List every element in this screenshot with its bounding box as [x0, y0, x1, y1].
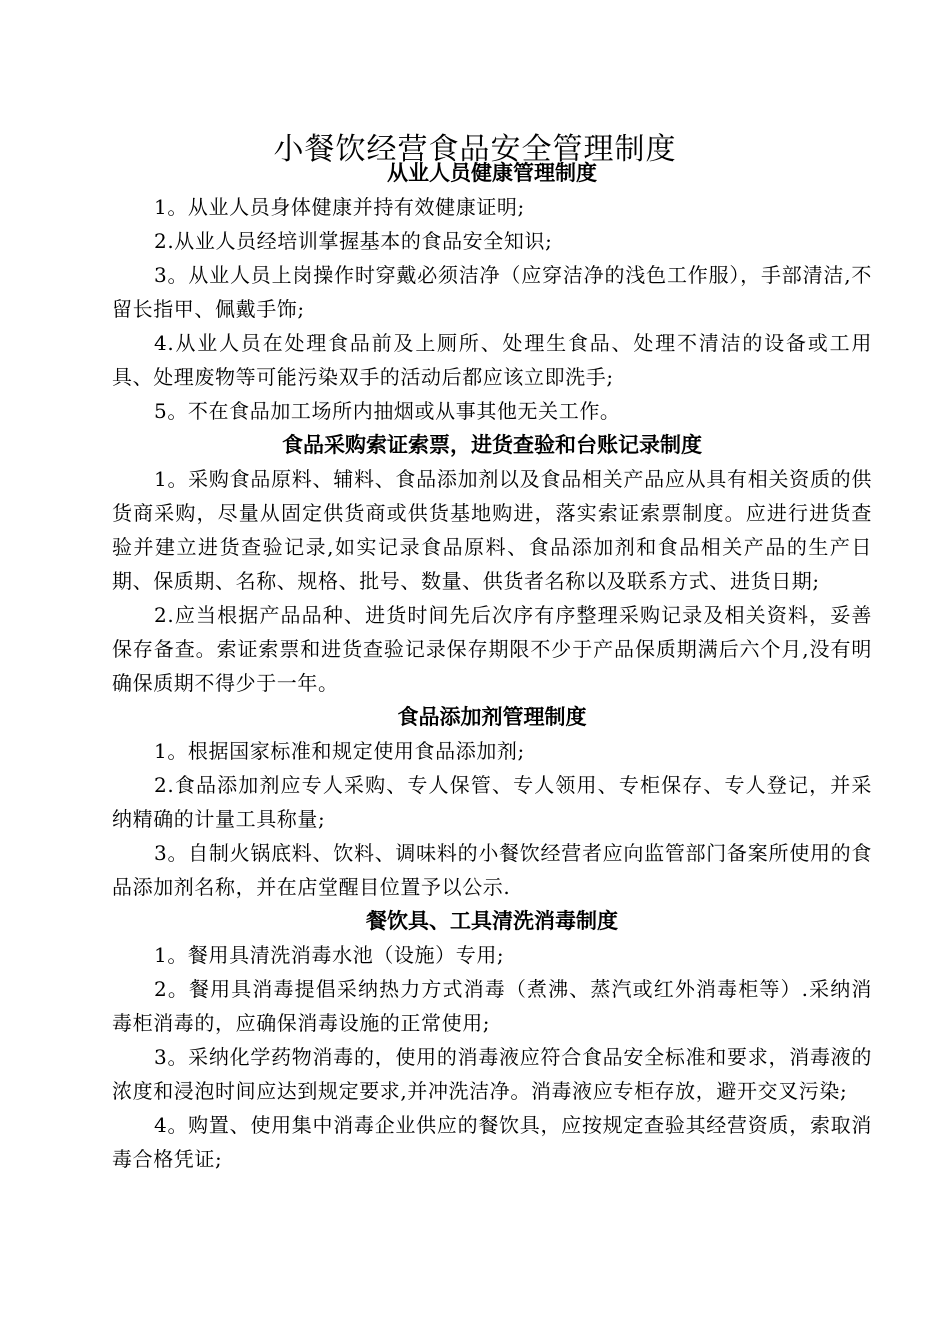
paragraph: 4。购置、使用集中消毒企业供应的餐饮具，应按规定查验其经营资质，索取消毒合格凭证;: [112, 1113, 872, 1171]
paragraph: 1。采购食品原料、辅料、食品添加剂以及食品相关产品应从具有相关资质的供货商采购，尽量从固定供货商或供货基地购进，落实索证索票制度。应进行进货查验并建立进货查验记录,如实记录食品原料、食品添加剂和食品相关产品的生产日期、保质期、名称、规格、批号、数量、供货者名称以及联系方式、进货日期;: [112, 467, 872, 593]
document-title: 小餐饮经营食品安全管理制度: [273, 132, 677, 168]
paragraph: 1。从业人员身体健康并持有效健康证明;: [154, 195, 525, 219]
paragraph: 2.食品添加剂应专人采购、专人保管、专人领用、专柜保存、专人登记，并采纳精确的计量工具称量;: [112, 773, 872, 831]
paragraph: 4.从业人员在处理食品前及上厕所、处理生食品、处理不清洁的设备或工用具、处理废物等可能污染双手的活动后都应该立即洗手;: [112, 331, 872, 389]
document-body: [112, 156, 872, 1176]
paragraph: 5。不在食品加工场所内抽烟或从事其他无关工作。: [154, 399, 621, 423]
section-heading-staff-health: 从业人员健康管理制度: [387, 161, 597, 185]
section-heading-procurement: 食品采购索证索票，进货查验和台账记录制度: [282, 433, 702, 457]
paragraph: 3。自制火锅底料、饮料、调味料的小餐饮经营者应向监管部门备案所使用的食品添加剂名称，并在店堂醒目位置予以公示.: [112, 841, 872, 899]
paragraph: 3。采纳化学药物消毒的，使用的消毒液应符合食品安全标准和要求，消毒液的浓度和浸泡时间应达到规定要求,并冲洗洁净。消毒液应专柜存放，避开交叉污染;: [112, 1045, 872, 1103]
paragraph: 1。餐用具清洗消毒水池（设施）专用;: [154, 943, 505, 967]
paragraph: 1。根据国家标准和规定使用食品添加剂;: [154, 739, 525, 763]
paragraph: 2.应当根据产品品种、进货时间先后次序有序整理采购记录及相关资料，妥善保存备查。索证索票和进货查验记录保存期限不少于产品保质期满后六个月,没有明确保质期不得少于一年。: [112, 603, 872, 695]
paragraph: 2.从业人员经培训掌握基本的食品安全知识;: [154, 229, 553, 253]
paragraph: 3。从业人员上岗操作时穿戴必须洁净（应穿洁净的浅色工作服），手部清洁,不留长指甲、佩戴手饰;: [112, 263, 872, 321]
paragraph: 2。餐用具消毒提倡采纳热力方式消毒（煮沸、蒸汽或红外消毒柜等）.采纳消毒柜消毒的，应确保消毒设施的正常使用;: [112, 977, 872, 1035]
section-heading-additives: 食品添加剂管理制度: [397, 705, 587, 729]
section-heading-tableware-disinfection: 餐饮具、工具清洗消毒制度: [366, 909, 618, 933]
